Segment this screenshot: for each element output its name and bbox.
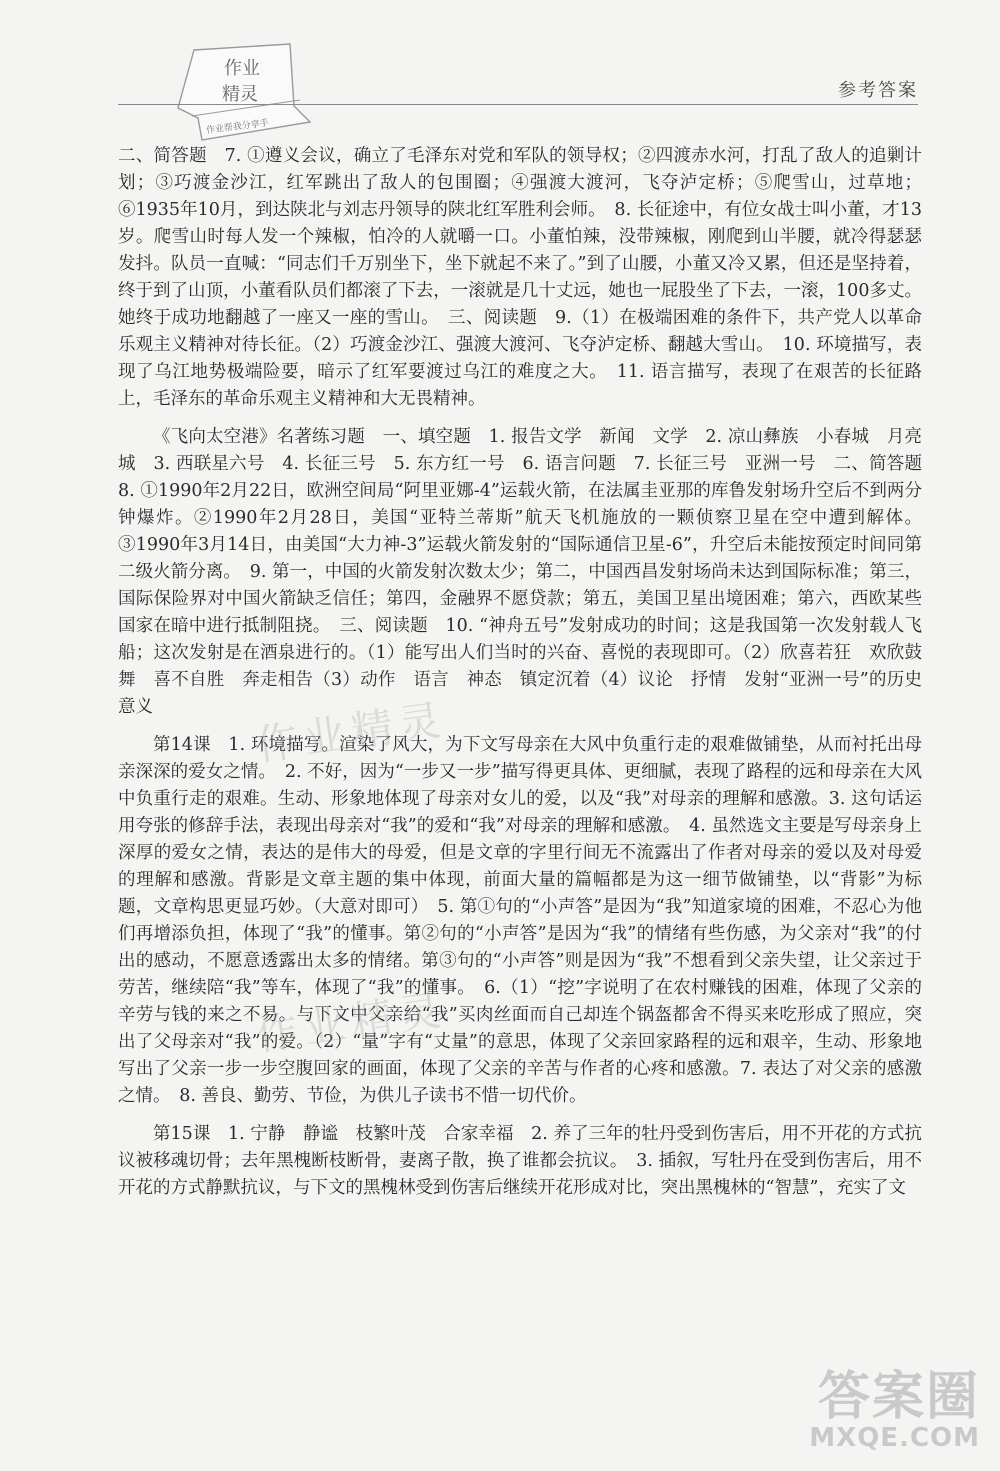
paragraph-lesson-15: 第15课 1. 宁静 静谧 枝繁叶茂 合家幸福 2. 养了三年的牡丹受到伤害后，用不开花的方式抗议被移魂切骨；去年黑槐断枝断骨，妻离子散，换了谁都会抗议。 3. 插叙，写牡丹在受到伤害后，用不开花的方式静默抗议，与下文的黑槐林受到伤害后继续开花形成对比，突出黑槐林的“智慧”，充实了文: [118, 1124, 922, 1198]
paragraph-space-port: 《飞向太空港》名著练习题 一、填空题 1. 报告文学 新闻 文学 2. 凉山彝族 小春城 月亮城 3. 西联星六号 4. 长征三号 5. 东方红一号 6. 语言问题 7. 长征三号 亚洲一号 二、简答题 8. ①1990年2月22日，欧洲空间局“阿里亚娜-4”运载火箭，在法属圭亚那的库鲁发射场升空后不到两分钟爆炸。②1990年2月28日，美国“亚特兰蒂斯”航天飞机施放的一颗侦察卫星在空中遭到解体。③1990年3月14日，由美国“大力神-3”运载火箭发射的“国际通信卫星-6”，升空后未能按预定时间同第二级火箭分离。 9. 第一，中国的火箭发射次数太少；第二，中国西昌发射场尚未达到国际标准；第三，国际保险界对中国火箭缺乏信任；第四，金融界不愿贷款；第五，美国卫星出境困难；第六，西欧某些国家在暗中进行抵制阻挠。 三、阅读题 10. “神舟五号”发射成功的时间；这是我国第一次发射载人飞船；这次发射是在酒泉进行的。（1）能写出人们当时的兴奋、喜悦的表现即可。（2）欣喜若狂 欢欣鼓舞 喜不自胜 奔走相告（3）动作 语言 神态 镇定沉着（4）议论 抒情 发射“亚洲一号”的历史意义: [118, 427, 940, 717]
watermark-text: 作业精灵: [252, 984, 450, 1061]
logo-stamp-icon: [172, 36, 312, 148]
watermark-text: 作业精灵: [252, 694, 450, 771]
paragraph-lesson-longmarch: 二、简答题 7. ①遵义会议，确立了毛泽东对党和军队的领导权；②四渡赤水河，打乱了敌人的追剿计划；③巧渡金沙江，红军跳出了敌人的包围圈；④强渡大渡河，飞夺泸定桥；⑤爬雪山，过草地；⑥1935年10月，到达陕北与刘志丹领导的陕北红军胜利会师。 8. 长征途中，有位女战士叫小董，才13岁。爬雪山时每人发一个辣椒，怕冷的人就嚼一口。小董怕辣，没带辣椒，刚爬到山半腰，就冷得瑟瑟发抖。队员一直喊：“同志们千万别坐下，坐下就起不来了。”到了山腰，小董又冷又累，但还是坚持着，终于到了山顶，小董看队员们都滚了下去，一滚就是几十丈远，她也一屁股坐了下去，一滚，100多丈。她终于成功地翻越了一座又一座的雪山。 三、阅读题 9.（1）在极端困难的条件下，共产党人以革命乐观主义精神对待长征。（2）巧渡金沙江、强渡大渡河、飞夺泸定桥、翻越大雪山。 10. 环境描写，表现了乌江地势极端险要，暗示了红军要渡过乌江的难度之大。 11. 语言描写，表现了在艰苦的长征路上，毛泽东的革命乐观主义精神和大无畏精神。: [118, 146, 922, 409]
logo-text-mid: 精灵: [222, 84, 258, 105]
header-divider: [118, 104, 918, 105]
brand-url: MXQE.COM: [809, 1423, 980, 1453]
section-title: 参考答案: [838, 80, 918, 101]
brand-watermark: [809, 1354, 980, 1453]
logo-text-top: 作业: [224, 58, 260, 79]
app-logo: [172, 36, 312, 148]
answer-content: [118, 143, 940, 1213]
logo-text-bottom: 作业帮我分享手: [205, 118, 270, 137]
paragraph-lesson-14: 第14课 1. 环境描写。渲染了风大，为下文写母亲在大风中负重行走的艰难做铺垫，从而衬托出母亲深深的爱女之情。 2. 不好，因为“一步又一步”描写得更具体、更细腻，表现了路程的远和母亲在大风中负重行走的艰难。生动、形象地体现了母亲对女儿的爱，以及“我”对母亲的理解和感激。3. 这句话运用夸张的修辞手法，表现出母亲对“我”的爱和“我”对母亲的理解和感激。 4. 虽然选文主要是写母亲身上深厚的爱女之情，表达的是伟大的母爱，但是文章的字里行间无不流露出了作者对母亲的爱以及对母爱的理解和感激。背影是文章主题的集中体现，前面大量的篇幅都是为这一细节做铺垫，以“背影”为标题，文章构思更显巧妙。（大意对即可） 5. 第①句的“小声答”是因为“我”知道家境的困难，不忍心为他们再增添负担，体现了“我”的懂事。第②句的“小声答”是因为“我”的情绪有些伤感，为父亲对“我”的付出的感动，不愿意透露出太多的情绪。第③句的“小声答”则是因为“我”不想看到父亲失望，让父亲过于劳苦，继续陪“我”等车，体现了“我”的懂事。 6.（1）“挖”字说明了在农村赚钱的困难，体现了父亲的辛劳与钱的来之不易。与下文中父亲给“我”买肉丝面而自己却连个锅盔都舍不得买来吃形成了照应，突出了父母亲对“我”的爱。（2）“量”字有“丈量”的意思，体现了父亲回家路程的远和艰辛，生动、形象地写出了父亲一步一步空腹回家的画面，体现了父亲的辛苦与作者的心疼和感激。7. 表达了对父亲的感激之情。 8. 善良、勤劳、节俭，为供儿子读书不惜一切代价。: [118, 735, 922, 1106]
brand-name: 答案圈: [817, 1367, 980, 1427]
